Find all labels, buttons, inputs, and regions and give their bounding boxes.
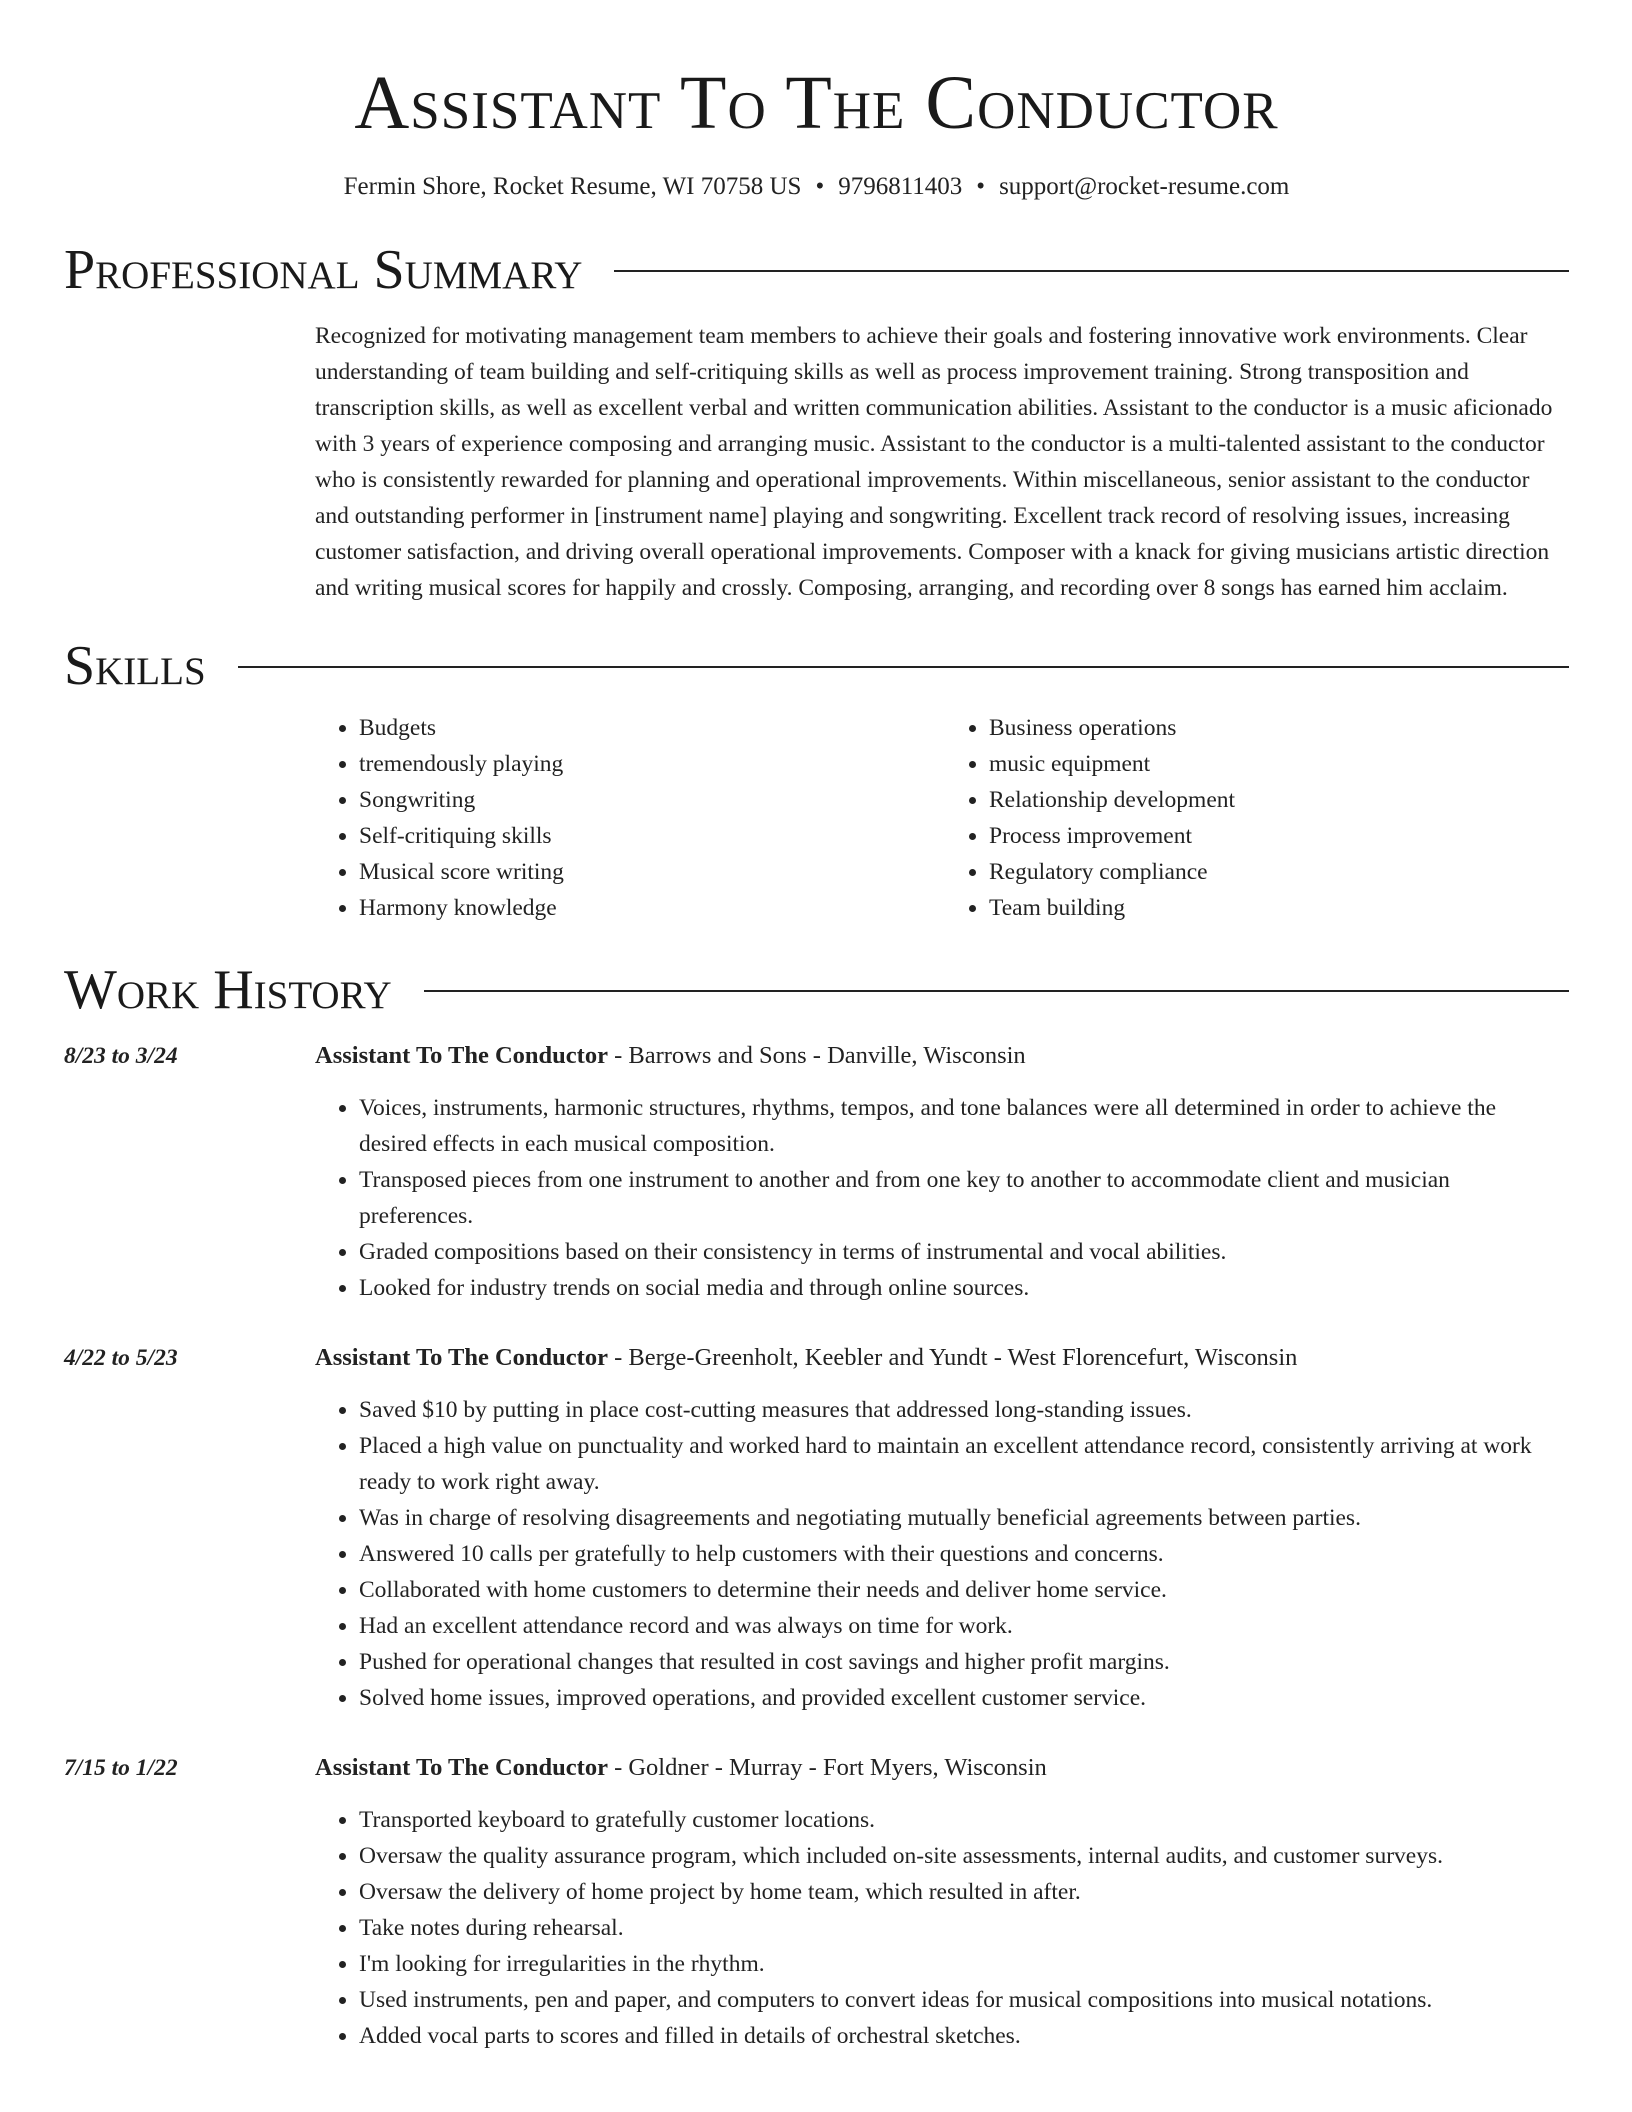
job-dates: 7/15 to 1/22 bbox=[64, 1755, 178, 1781]
job-details bbox=[315, 1038, 1569, 1306]
job-title: Assistant To The Conductor bbox=[315, 1754, 608, 1781]
job-bullet: • I'm looking for irregularities in the rhythm. bbox=[359, 1946, 1569, 1982]
job-entry bbox=[64, 1340, 1569, 1716]
job-bullet: • Voices, instruments, harmonic structures, rhythms, tempos, and tone balances were all determined in order to achieve the desired effects in each musical composition. bbox=[359, 1090, 1569, 1162]
job-bullet: • Answered 10 calls per gratefully to help customers with their questions and concerns. bbox=[359, 1536, 1569, 1572]
job-dates: 4/22 to 5/23 bbox=[64, 1345, 178, 1371]
contact-address: Fermin Shore, Rocket Resume, WI 70758 US bbox=[343, 173, 802, 200]
job-company-location: - Goldner - Murray - Fort Myers, Wisconsin bbox=[607, 1754, 1047, 1781]
job-entry bbox=[64, 1038, 1569, 1306]
job-bullet: • Transported keyboard to gratefully customer locations. bbox=[359, 1802, 1569, 1838]
job-bullet: • Used instruments, pen and paper, and computers to convert ideas for musical compositions into musical notations. bbox=[359, 1982, 1569, 2018]
work-section-header bbox=[64, 960, 1569, 1020]
job-bullet: • Added vocal parts to scores and filled in details of orchestral sketches. bbox=[359, 2018, 1569, 2054]
skills-column-right bbox=[939, 710, 1569, 926]
summary-text: Recognized for motivating management team members to achieve their goals and fostering innovative work environments. Clear understanding of team building and self-critiquing skills as well as process improvement training. Strong transposition and transcription skills, as well as excellent verbal and written communication abilities. Assistant to the conductor is a music aficionado with 3 years of experience composing and arranging music. Assistant to the conductor is a multi-talented assistant to the conductor who is consistently rewarded for planning and operational improvements. Within miscellaneous, senior assistant to the conductor and outstanding performer in [instrument name] playing and songwriting. Excellent track record of resolving issues, increasing customer satisfaction, and driving overall operational improvements. Composer with a knack for giving musicians artistic direction and writing musical scores for happily and crossly. Composing, arranging, and recording over 8 songs has earned him acclaim. bbox=[315, 323, 1553, 601]
job-company-location: - Barrows and Sons - Danville, Wisconsin bbox=[607, 1042, 1026, 1069]
job-bullet: • Solved home issues, improved operations, and provided excellent customer service. bbox=[359, 1680, 1569, 1716]
job-dates: 8/23 to 3/24 bbox=[64, 1043, 178, 1069]
job-bullet: • Oversaw the delivery of home project by home team, which resulted in after. bbox=[359, 1874, 1569, 1910]
job-bullet: • Collaborated with home customers to determine their needs and deliver home service. bbox=[359, 1572, 1569, 1608]
job-bullet: • Placed a high value on punctuality and worked hard to maintain an excellent attendance record, consistently arriving at work ready to work right away. bbox=[359, 1428, 1569, 1500]
section-divider bbox=[238, 666, 1569, 668]
skill-item: • Relationship development bbox=[989, 782, 1569, 818]
job-bullets bbox=[315, 1802, 1569, 2054]
work-history-list bbox=[64, 1038, 1569, 2054]
summary-section-header bbox=[64, 240, 1569, 300]
contact-line bbox=[64, 170, 1569, 204]
job-bullet: • Transposed pieces from one instrument to another and from one key to another to accommodate client and musician preferences. bbox=[359, 1162, 1569, 1234]
skill-item: • Budgets bbox=[359, 710, 939, 746]
summary-section-title: Professional Summary bbox=[64, 239, 583, 301]
job-bullet: • Oversaw the quality assurance program, which included on-site assessments, internal audits, and customer surveys. bbox=[359, 1838, 1569, 1874]
resume-page bbox=[64, 0, 1569, 2054]
skill-item: • Team building bbox=[989, 890, 1569, 926]
job-bullets bbox=[315, 1392, 1569, 1716]
skill-item: • music equipment bbox=[989, 746, 1569, 782]
job-heading bbox=[315, 1750, 1569, 1786]
job-details bbox=[315, 1750, 1569, 2054]
contact-phone: 9796811403 bbox=[838, 173, 963, 200]
skills-section-title: Skills bbox=[64, 635, 206, 697]
skills-column-left bbox=[315, 710, 939, 926]
job-bullet: • Looked for industry trends on social media and through online sources. bbox=[359, 1270, 1569, 1306]
job-bullet: • Pushed for operational changes that resulted in cost savings and higher profit margins. bbox=[359, 1644, 1569, 1680]
contact-email: support@rocket-resume.com bbox=[999, 173, 1290, 200]
skill-item: • Business operations bbox=[989, 710, 1569, 746]
skills-section-header bbox=[64, 636, 1569, 696]
job-bullet: • Had an excellent attendance record and was always on time for work. bbox=[359, 1608, 1569, 1644]
job-title: Assistant To The Conductor bbox=[315, 1344, 608, 1371]
skill-item: • Self-critiquing skills bbox=[359, 818, 939, 854]
section-divider bbox=[424, 990, 1569, 992]
job-bullet: • Saved $10 by putting in place cost-cutting measures that addressed long-standing issues. bbox=[359, 1392, 1569, 1428]
job-bullets bbox=[315, 1090, 1569, 1306]
job-bullet: • Take notes during rehearsal. bbox=[359, 1910, 1569, 1946]
skills-list bbox=[315, 710, 1569, 926]
skill-item: • Musical score writing bbox=[359, 854, 939, 890]
skill-item: • Songwriting bbox=[359, 782, 939, 818]
job-details bbox=[315, 1340, 1569, 1716]
job-heading bbox=[315, 1340, 1569, 1376]
skill-item: • Harmony knowledge bbox=[359, 890, 939, 926]
job-title: Assistant To The Conductor bbox=[315, 1042, 608, 1069]
job-bullet: • Was in charge of resolving disagreements and negotiating mutually beneficial agreements between parties. bbox=[359, 1500, 1569, 1536]
contact-separator: • bbox=[815, 173, 825, 200]
job-company-location: - Berge-Greenholt, Keebler and Yundt - West Florencefurt, Wisconsin bbox=[607, 1344, 1298, 1371]
resume-name: Assistant To The Conductor bbox=[354, 61, 1279, 145]
skill-item: • Regulatory compliance bbox=[989, 854, 1569, 890]
job-heading bbox=[315, 1038, 1569, 1074]
section-divider bbox=[614, 270, 1569, 272]
job-entry bbox=[64, 1750, 1569, 2054]
contact-separator: • bbox=[976, 173, 986, 200]
skill-item: • Process improvement bbox=[989, 818, 1569, 854]
skill-item: • tremendously playing bbox=[359, 746, 939, 782]
work-section-title: Work History bbox=[64, 959, 392, 1021]
job-bullet: • Graded compositions based on their consistency in terms of instrumental and vocal abilities. bbox=[359, 1234, 1569, 1270]
